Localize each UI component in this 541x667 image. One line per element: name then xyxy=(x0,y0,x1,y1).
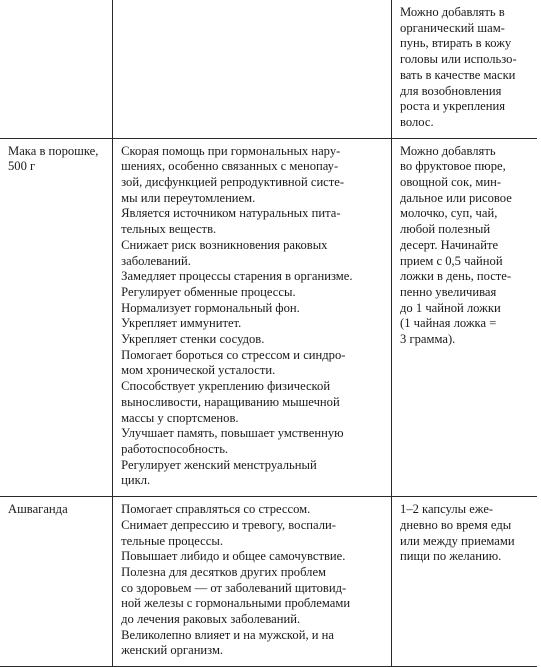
text-line: выносливости, наращиванию мышечной xyxy=(121,394,340,409)
text-line: Замедляет процессы старения в организме. xyxy=(121,269,353,284)
text-line: тельных веществ. xyxy=(121,222,217,237)
text-line: Можно добавлять в xyxy=(400,5,505,19)
product-description-cell xyxy=(113,0,392,138)
product-description-cell xyxy=(113,138,392,496)
text-line: Помогает справляться со стрессом. xyxy=(121,502,311,517)
text-line: Великолепно влияет и на мужской, и на xyxy=(121,627,334,642)
text-line: ложки в день, посте- xyxy=(400,269,512,284)
product-name-cell xyxy=(0,497,113,667)
text-line: Регулирует женский менструальный xyxy=(121,457,317,472)
text-line: Помогает бороться со стрессом и синдро- xyxy=(121,347,346,362)
text-line: 3 грамма). xyxy=(400,332,456,347)
text-line: молочко, суп, чай, xyxy=(400,206,498,221)
text-line: пунь, втирать в кожу xyxy=(400,36,512,51)
text-line: Улучшает память, повышает умственную xyxy=(121,426,344,441)
text-line: Повышает либидо и общее самочувствие. xyxy=(121,549,346,564)
text-line: прием с 0,5 чайной xyxy=(400,253,503,268)
text-line: Регулирует обменные процессы. xyxy=(121,284,296,299)
text-line: зой, дисфункцией репродуктивной систе- xyxy=(121,175,345,190)
text-line: 500 г xyxy=(8,159,36,174)
text-line: работоспособность. xyxy=(121,441,229,456)
table-row xyxy=(0,497,537,667)
text-line: массы у спортсменов. xyxy=(121,410,239,425)
text-line: Снимает депрессию и тревогу, воспали- xyxy=(121,517,336,532)
text-line: десерт. Начинайте xyxy=(400,237,499,252)
text-line: Укрепляет стенки сосудов. xyxy=(121,332,265,347)
text-line: ной железы с гормональными проблемами xyxy=(121,596,351,611)
table-row xyxy=(0,0,537,138)
text-line: со здоровьем — от заболеваний щитовид- xyxy=(121,580,347,595)
text-line: мы или переутомлением. xyxy=(121,190,256,205)
text-line: шениях, особенно связанных с менопау- xyxy=(121,159,339,174)
product-usage-cell xyxy=(392,0,537,138)
text-line: Способствует укреплению физической xyxy=(121,379,331,394)
text-line: пищи по желанию. xyxy=(400,549,502,564)
text-line: тельные процессы. xyxy=(121,533,223,548)
text-line: головы или использо- xyxy=(400,52,517,67)
text-line: женский организм. xyxy=(121,643,224,658)
text-line: до лечения раковых заболеваний. xyxy=(121,612,301,627)
text-line: во фруктовое пюре, xyxy=(400,159,506,174)
product-description-cell xyxy=(113,497,392,667)
text-line: пенно увеличивая xyxy=(400,284,497,299)
text-line: волос. xyxy=(400,114,434,129)
text-line: до 1 чайной ложки xyxy=(400,300,501,315)
text-line: Ашваганда xyxy=(8,502,68,517)
text-line: Мака в порошке, xyxy=(8,143,99,158)
product-usage-cell xyxy=(392,138,537,496)
table-row xyxy=(0,138,537,496)
text-line: цикл. xyxy=(121,473,151,488)
text-line: любой полезный xyxy=(400,222,491,237)
text-line: Является источником натуральных пита- xyxy=(121,206,341,221)
text-line: органический шам- xyxy=(400,20,505,35)
text-line: Нормализует гормональный фон. xyxy=(121,300,300,315)
product-name-cell xyxy=(0,0,113,138)
text-line: дневно во время еды xyxy=(400,517,512,532)
text-line: овощной сок, мин- xyxy=(400,175,502,190)
text-line: вать в качестве маски xyxy=(400,67,516,82)
text-line: Скорая помощь при гормональных нару- xyxy=(121,143,341,158)
text-line: для возобновления xyxy=(400,83,502,98)
text-line: 1–2 капсулы еже- xyxy=(400,502,494,517)
text-line: дальное или рисовое xyxy=(400,190,512,205)
text-line: заболеваний. xyxy=(121,253,191,268)
text-line: Снижает риск возникновения раковых xyxy=(121,237,328,252)
text-line: Можно добавлять xyxy=(400,143,496,158)
text-line: (1 чайная ложка = xyxy=(400,316,497,331)
text-line: или между приемами xyxy=(400,533,515,548)
text-line: мом хронической усталости. xyxy=(121,363,276,378)
product-usage-cell xyxy=(392,497,537,667)
text-line: Укрепляет иммунитет. xyxy=(121,316,242,331)
text-line: роста и укрепления xyxy=(400,99,505,114)
text-line: Полезна для десятков других проблем xyxy=(121,564,327,579)
product-name-cell xyxy=(0,138,113,496)
